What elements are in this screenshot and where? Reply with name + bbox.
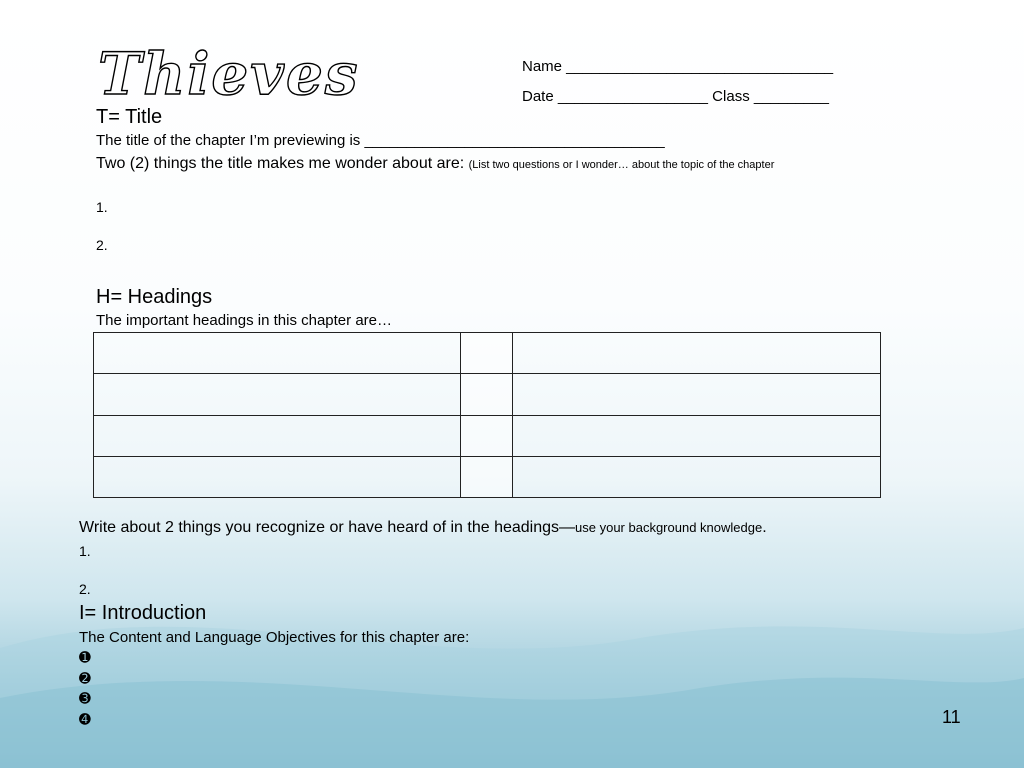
wonder-prompt-note: (List two questions or I wonder… about the topic of the chapter — [468, 159, 775, 171]
table-row — [94, 456, 881, 497]
middle-cell — [461, 333, 513, 374]
background-wave — [0, 528, 1024, 768]
heading-cell[interactable] — [94, 415, 461, 456]
wonder-item-1: 1. — [96, 199, 108, 215]
middle-cell — [461, 456, 513, 497]
date-class-field: Date __________________ Class _________ — [522, 88, 829, 105]
recognize-prompt-end: . — [762, 519, 767, 536]
heading-cell[interactable] — [94, 333, 461, 374]
title-heading: T= Title — [96, 106, 163, 128]
logo-text: Thieves — [98, 40, 360, 106]
headings-table — [93, 332, 881, 498]
objective-bullet-3: ➌ — [79, 690, 91, 706]
heading-cell[interactable] — [513, 456, 881, 497]
wonder-prompt — [96, 155, 774, 173]
heading-cell[interactable] — [94, 456, 461, 497]
heading-cell[interactable] — [94, 374, 461, 415]
headings-prompt: The important headings in this chapter are… — [96, 312, 392, 329]
introduction-heading: I= Introduction — [79, 602, 207, 624]
heading-cell[interactable] — [513, 374, 881, 415]
headings-heading: H= Headings — [96, 286, 213, 308]
middle-cell — [461, 415, 513, 456]
objective-bullet-1: ➊ — [79, 649, 91, 665]
table-row — [94, 415, 881, 456]
recognize-prompt-note: use your background knowledge — [575, 520, 763, 535]
objective-bullet-4: ➍ — [79, 711, 91, 727]
page-number: 11 — [942, 707, 961, 727]
heading-cell[interactable] — [513, 415, 881, 456]
wonder-item-2: 2. — [96, 237, 108, 253]
title-prompt: The title of the chapter I’m previewing is ____________________________________ — [96, 132, 665, 149]
table-row — [94, 333, 881, 374]
recognize-prompt-text: Write about 2 things you recognize or have heard of in the headings— — [79, 519, 576, 536]
heading-cell[interactable] — [513, 333, 881, 374]
middle-cell — [461, 374, 513, 415]
introduction-prompt: The Content and Language Objectives for this chapter are: — [79, 629, 470, 646]
wonder-prompt-text: Two (2) things the title makes me wonder about are: — [96, 155, 469, 172]
thieves-logo — [92, 40, 502, 106]
name-field: Name ________________________________ — [522, 58, 834, 75]
recognize-item-2: 2. — [79, 581, 91, 597]
recognize-item-1: 1. — [79, 543, 91, 559]
recognize-prompt — [79, 519, 767, 537]
table-row — [94, 374, 881, 415]
objective-bullet-2: ➋ — [79, 670, 91, 686]
